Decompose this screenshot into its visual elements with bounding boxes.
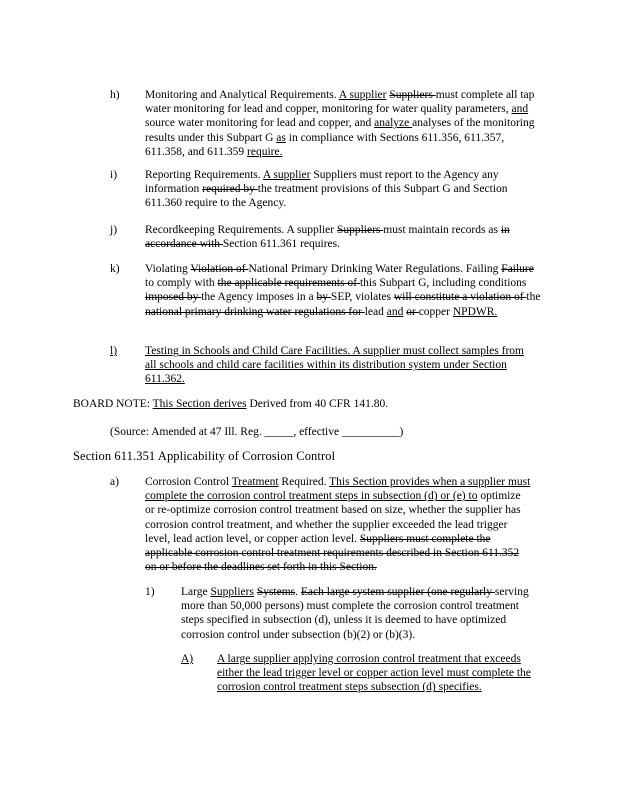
- inserted-text: This Section derives: [152, 398, 247, 410]
- paragraph-label: l): [110, 345, 118, 357]
- text-run: Large: [181, 586, 211, 598]
- text-run: National Primary Drinking Water Regulations. Failing: [248, 263, 502, 275]
- paragraph-text: [217, 652, 543, 695]
- paragraph-text: [145, 262, 543, 319]
- paragraph-text: [145, 168, 537, 211]
- text-run: Monitoring and Analytical Requirements.: [145, 89, 339, 101]
- inserted-text: analyze: [374, 117, 413, 130]
- deleted-text: Suppliers: [389, 89, 436, 101]
- text-run: this Subpart G, including conditions: [359, 277, 527, 290]
- inserted-text: Testing in Schools and Child Care Facilities. A supplier must collect samples from all schools and child care facilities within its distribution system under Section 611.362.: [145, 345, 524, 386]
- text-run: must maintain records as: [383, 224, 501, 236]
- text-run: copper: [418, 305, 453, 318]
- deleted-text: national primary drinking water regulations for: [145, 305, 365, 318]
- inserted-text: and: [386, 305, 404, 318]
- board-note: [73, 397, 533, 411]
- deleted-text: required by: [202, 183, 258, 196]
- inserted-text: as: [276, 131, 286, 144]
- inserted-text: and: [511, 103, 529, 116]
- deleted-text: Failure: [501, 263, 534, 275]
- paragraph-text: [145, 344, 527, 387]
- deleted-text: Systems: [256, 586, 296, 598]
- section-heading: Section 611.351 Applicability of Corrosion Control: [73, 449, 336, 463]
- source-note: (Source: Amended at 47 Ill. Reg. _____, effective __________): [110, 426, 404, 438]
- text-run: Section 611.361 requires.: [222, 238, 341, 251]
- inserted-text: This Section provides when a supplier must complete the corrosion control treatment steps in subsection (d) or (e) to: [145, 476, 531, 503]
- inserted-text: NPDWR.: [452, 305, 498, 318]
- inserted-text: require.: [247, 145, 283, 158]
- paragraph-label: i): [110, 169, 118, 181]
- text-run: Derived from 40 CFR 141.80.: [246, 398, 389, 410]
- text-run: SEP, violates: [330, 291, 394, 304]
- text-run: BOARD NOTE:: [73, 398, 153, 410]
- paragraph-label: 1): [145, 586, 155, 598]
- deleted-text: Suppliers: [336, 224, 384, 236]
- text-run: the Agency imposes in a: [201, 291, 317, 304]
- inserted-text: Treatment: [231, 476, 279, 488]
- text-run: the: [526, 291, 541, 304]
- deleted-text: will constitute a violation of: [393, 291, 527, 304]
- deleted-text: Suppliers must complete the applicable corrosion control treatment requirements described in Section 611.352 on or before the deadlines set forth in this Section.: [145, 532, 520, 574]
- paragraph-label: A): [181, 653, 194, 665]
- text-run: lead: [364, 305, 387, 318]
- deleted-text: Each large system supplier (one regularly: [300, 586, 495, 598]
- text-run: Suppliers must report to the Agency any information: [145, 169, 499, 196]
- text-run: must complete all tap water monitoring for lead and copper, monitoring for water quality parameters,: [145, 89, 535, 116]
- inserted-text: A supplier: [338, 89, 387, 101]
- inserted-text: A supplier: [262, 169, 311, 181]
- text-run: Corrosion Control: [145, 476, 232, 488]
- paragraph-label: j): [110, 224, 118, 236]
- text-run: in compliance with Sections 611.356, 611.357, 611.358, and 611.359: [145, 131, 505, 158]
- text-run: Recordkeeping Requirements. A supplier: [145, 224, 337, 236]
- deleted-text: or: [406, 305, 419, 318]
- text-run: source water monitoring for lead and copper, and: [145, 117, 375, 130]
- text-run: .: [295, 586, 301, 598]
- paragraph-text: [145, 475, 531, 574]
- text-run: to comply with: [145, 277, 218, 290]
- text-run: the treatment provisions of this Subpart G and Section 611.360 require to the Agency.: [145, 183, 508, 210]
- paragraph-text: [145, 223, 540, 251]
- paragraph-label: h): [110, 89, 120, 101]
- inserted-text: A large supplier applying corrosion control treatment that exceeds either the lead trigger level or copper action level must complete the corrosion control treatment steps subsection (d) specifies.: [217, 653, 531, 694]
- text-run: serving more than 50,000 persons) must complete the corrosion control treatment steps specified in subsection (d), unless it is deemed to have optimized corrosion control under subsection (b)(2) or (b)(3).: [181, 586, 529, 641]
- paragraph-text: [181, 585, 529, 642]
- deleted-text: in accordance with: [145, 224, 510, 251]
- text-run: Required.: [278, 476, 330, 488]
- text-run: analyses of the monitoring results under this Subpart G: [145, 117, 535, 144]
- deleted-text: the applicable requirements of: [217, 277, 360, 290]
- deleted-text: imposed by: [145, 291, 202, 304]
- text-run: optimize or re-optimize corrosion control treatment based on size, whether the supplier has corrosion control treatment, and whether the supplier exceeded the lead trigger level, lead action level, or copper action level.: [145, 490, 521, 545]
- paragraph-label: k): [110, 263, 120, 275]
- deleted-text: Violation of: [190, 263, 249, 275]
- text-run: Reporting Requirements.: [145, 169, 263, 181]
- deleted-text: by: [316, 291, 331, 304]
- paragraph-text: [145, 88, 543, 159]
- inserted-text: Suppliers: [210, 586, 254, 598]
- paragraph-label: a): [110, 476, 119, 488]
- text-run: Violating: [145, 263, 191, 275]
